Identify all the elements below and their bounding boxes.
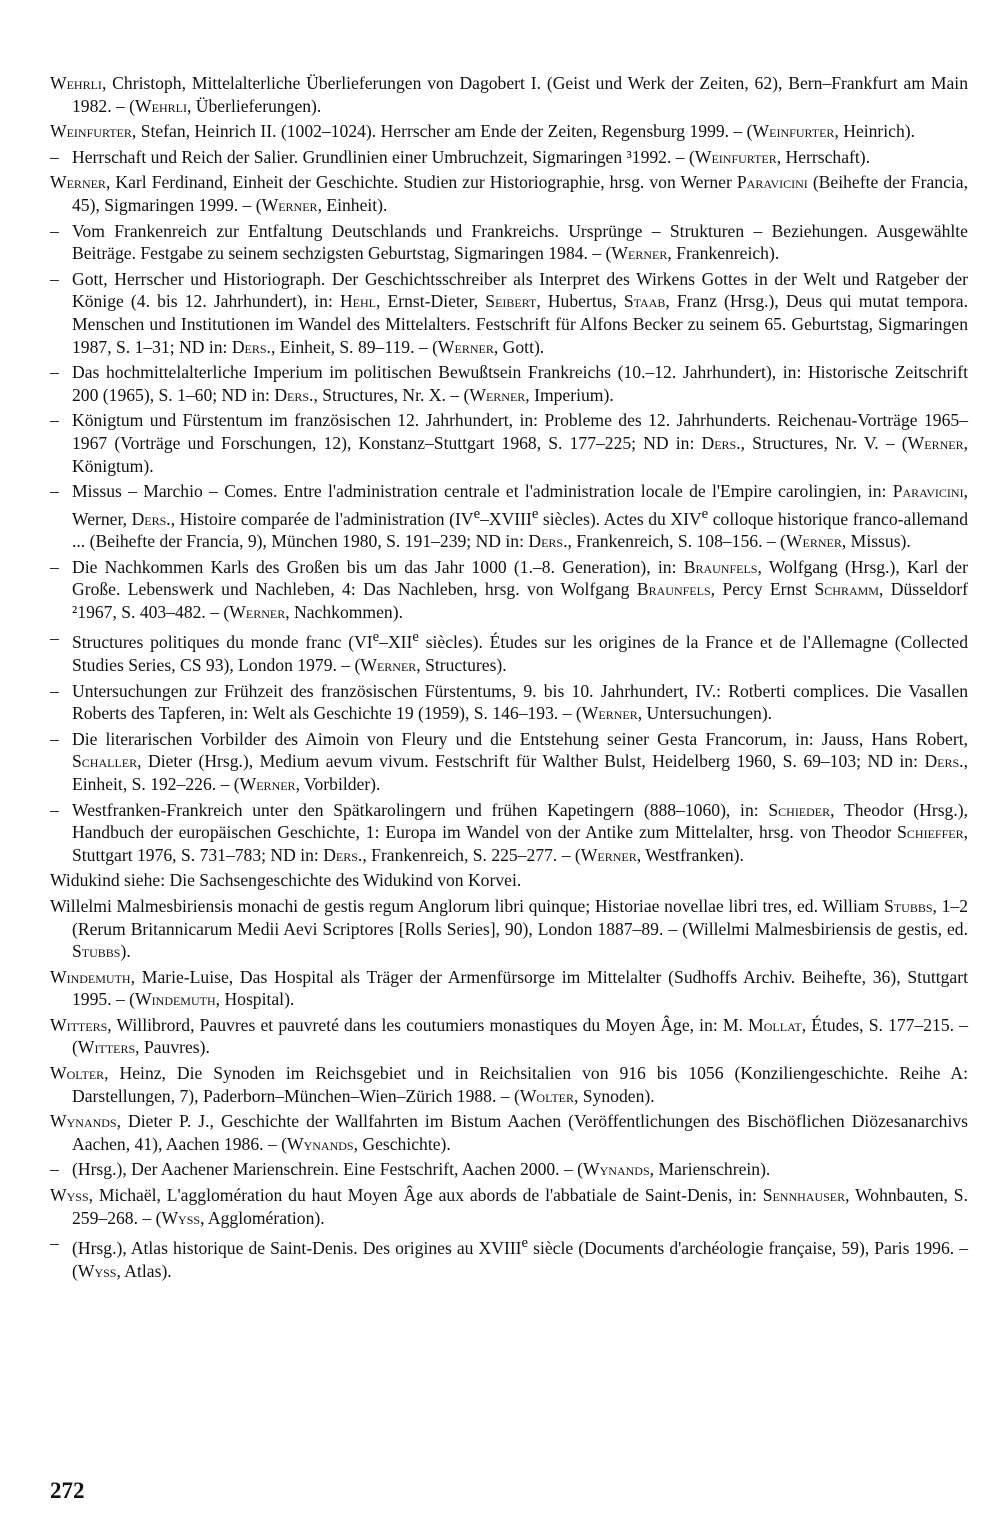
bibliography-entry (50, 799, 968, 867)
bibliography-entry: Witters, Willibrord, Pauvres et pauvreté dans les coutumiers monastiques du Moyen Âge, in: M. Mollat, Études, S. 177–215. – (Witters, Pauvres). (50, 1014, 968, 1058)
bibliography-page (50, 72, 968, 1285)
bibliography-entry (50, 220, 968, 265)
bibliography-entry: Weinfurter, Stefan, Heinrich II. (1002–1024). Herrscher am Ende der Zeiten, Regensburg 1999. – (Weinfurter, Heinrich). (50, 121, 916, 142)
bibliography-entry: Wehrli, Christoph, Mittelalterliche Überlieferungen von Dagobert I. (Geist und Werk der Zeiten, 62), Bern–Frankfurt am Main 1982. – (Wehrli, Überlieferungen). (50, 73, 968, 116)
bibliography-entry (50, 728, 968, 796)
entry-text: Das hochmittelalterliche Imperium im politischen Bewußtsein Frankreichs (10.–12. Jahrhundert), in: Historische Zeitschrift 200 (1965), S. 1–60; ND in: Ders., Structures, Nr. X. – (Werner, Imperium). (72, 362, 968, 405)
continuation-dash: – (50, 556, 59, 577)
bibliography-entry: Wyss, Michaël, L'agglomération du haut Moyen Âge aux abords de l'abbatiale de Saint-Denis, in: Sennhauser, Wohnbauten, S. 259–268. – (Wyss, Agglomération). (50, 1185, 968, 1228)
continuation-dash: – (50, 627, 59, 648)
bibliography-entry: Windemuth, Marie-Luise, Das Hospital als Träger der Armenfürsorge im Mittelalter (Sudhoffs Archiv. Beihefte, 36), Stuttgart 1995. – (Windemuth, Hospital). (50, 966, 968, 1010)
continuation-dash: – (50, 1233, 59, 1254)
bibliography-entry (50, 1158, 968, 1181)
bibliography-entry (50, 409, 968, 477)
entry-text: Königtum und Fürstentum im französischen 12. Jahrhundert, in: Probleme des 12. Jahrhunderts. Reichenau-Vorträge 1965–1967 (Vorträge und Forschungen, 12), Konstanz–Stuttgart 1968, S. 177–225; ND in: Ders., Structures, Nr. V. – (Werner, Königtum). (72, 410, 969, 476)
bibliography-entry (50, 627, 968, 677)
bibliography-entry (50, 1232, 968, 1282)
bibliography-entry (50, 480, 968, 553)
continuation-dash: – (50, 362, 59, 383)
continuation-dash: – (50, 680, 59, 701)
bibliography-entry: Wolter, Heinz, Die Synoden im Reichsgebiet und in Reichsitalien von 916 bis 1056 (Konziliengeschichte. Reihe A: Darstellungen, 7), Paderborn–München–Wien–Zürich 1988. – (Wolter, Synoden). (50, 1063, 968, 1106)
entry-text: Gott, Herrscher und Historiograph. Der Geschichtsschreiber als Interpret des Wirkens Gottes in der Welt und Ratgeber der Könige (4. bis 12. Jahrhundert), in: Hehl, Ernst-Dieter, Seibert, Hubertus, Staab, Franz (Hrsg.), Deus qui mutat tempora. Menschen und Institutionen im Wandel des Mittelalters. Festschrift für Alfons Becker zu seinem 65. Geburtstag, Sigmaringen 1987, S. 1–31; ND in: Ders., Einheit, S. 89–119. – (Werner, Gott). (72, 268, 968, 357)
bibliography-entry: Werner, Karl Ferdinand, Einheit der Geschichte. Studien zur Historiographie, hrsg. von Werner Paravicini (Beihefte der Francia, 45), Sigmaringen 1999. – (Werner, Einheit). (50, 172, 968, 215)
entry-text: Die Nachkommen Karls des Großen bis um das Jahr 1000 (1.–8. Generation), in: Braunfels, Wolfgang (Hrsg.), Karl der Große. Lebenswerk und Nachleben, 4: Das Nachleben, hrsg. von Wolfgang Braunfels, Percy Ernst Schramm, Düsseldorf ²1967, S. 403–482. – (Werner, Nachkommen). (72, 556, 968, 622)
entry-text: Missus – Marchio – Comes. Entre l'administration centrale et l'administration locale de l'Empire carolingien, in: Paravicini, Werner, Ders., Histoire comparée de l'administration (IVe–XVIIIe siècles). Actes du XIVe colloque historique franco-allemand ... (Beihefte der Francia, 9), München 1980, S. 191–239; ND in: Ders., Frankenreich, S. 108–156. – (Werner, Missus). (72, 481, 969, 552)
continuation-dash: – (50, 1159, 59, 1180)
bibliography-entry (50, 146, 968, 169)
continuation-dash: – (50, 268, 59, 289)
page-number: 272 (50, 1478, 85, 1503)
entry-text: Structures politiques du monde franc (VIe–XIIe siècles). Études sur les origines de la France et de l'Allemagne (Collected Studies Series, CS 93), London 1979. – (Werner, Structures). (72, 629, 968, 675)
bibliography-entry: Willelmi Malmesbiriensis monachi de gestis regum Anglorum libri quinque; Historiae novellae libri tres, ed. William Stubbs, 1–2 (Rerum Britannicarum Medii Aevi Scriptores [Rolls Series], 90), London 1887–89. – (Willelmi Malmesbiriensis de gestis, ed. Stubbs). (50, 895, 969, 962)
entry-text: Die literarischen Vorbilder des Aimoin von Fleury und die Entstehung seiner Gesta Francorum, in: Jauss, Hans Robert, Schaller, Dieter (Hrsg.), Medium aevum vivum. Festschrift für Walther Bulst, Heidelberg 1960, S. 69–103; ND in: Ders., Einheit, S. 192–226. – (Werner, Vorbilder). (72, 728, 968, 794)
continuation-dash: – (50, 799, 59, 820)
continuation-dash: – (50, 146, 59, 167)
continuation-dash: – (50, 220, 59, 241)
bibliography-entry (50, 680, 968, 725)
continuation-dash: – (50, 481, 59, 502)
continuation-dash: – (50, 410, 59, 431)
entry-text: (Hrsg.), Der Aachener Marienschrein. Eine Festschrift, Aachen 2000. – (Wynands, Marienschrein). (72, 1159, 771, 1180)
entry-text: Vom Frankenreich zur Entfaltung Deutschlands und Frankreichs. Ursprünge – Strukturen – Beziehungen. Ausgewählte Beiträge. Festgabe zu seinem sechzigsten Geburtstag, Sigmaringen 1984. – (Werner, Frankenreich). (72, 220, 968, 264)
entry-text: Untersuchungen zur Frühzeit des französischen Fürstentums, 9. bis 10. Jahrhundert, IV.: Rotberti complices. Die Vasallen Roberts des Tapferen, in: Welt als Geschichte 19 (1959), S. 146–193. – (Werner, Untersuchungen). (72, 680, 968, 724)
bibliography-entry (50, 556, 968, 624)
bibliography-entry: Widukind siehe: Die Sachsengeschichte des Widukind von Korvei. (50, 870, 522, 891)
entry-text: Westfranken-Frankreich unter den Spätkarolingern und frühen Kapetingern (888–1060), in: Schieder, Theodor (Hrsg.), Handbuch der europäischen Geschichte, 1: Europa im Wandel von der Antike zum Mittelalter, hrsg. von Theodor Schieffer, Stuttgart 1976, S. 731–783; ND in: Ders., Frankenreich, S. 225–277. – (Werner, Westfranken). (72, 799, 969, 865)
bibliography-entry (50, 268, 968, 358)
continuation-dash: – (50, 728, 59, 749)
bibliography-entry: Wynands, Dieter P. J., Geschichte der Wallfahrten im Bistum Aachen (Veröffentlichungen des Bischöflichen Diözesanarchivs Aachen, 41), Aachen 1986. – (Wynands, Geschichte). (50, 1111, 968, 1154)
entry-text: (Hrsg.), Atlas historique de Saint-Denis. Des origines au XVIIIe siècle (Documents d'archéologie française, 59), Paris 1996. – (Wyss, Atlas). (72, 1235, 969, 1281)
entry-text: Herrschaft und Reich der Salier. Grundlinien einer Umbruchzeit, Sigmaringen ³1992. – (Weinfurter, Herrschaft). (72, 146, 871, 167)
bibliography-entry (50, 361, 968, 406)
